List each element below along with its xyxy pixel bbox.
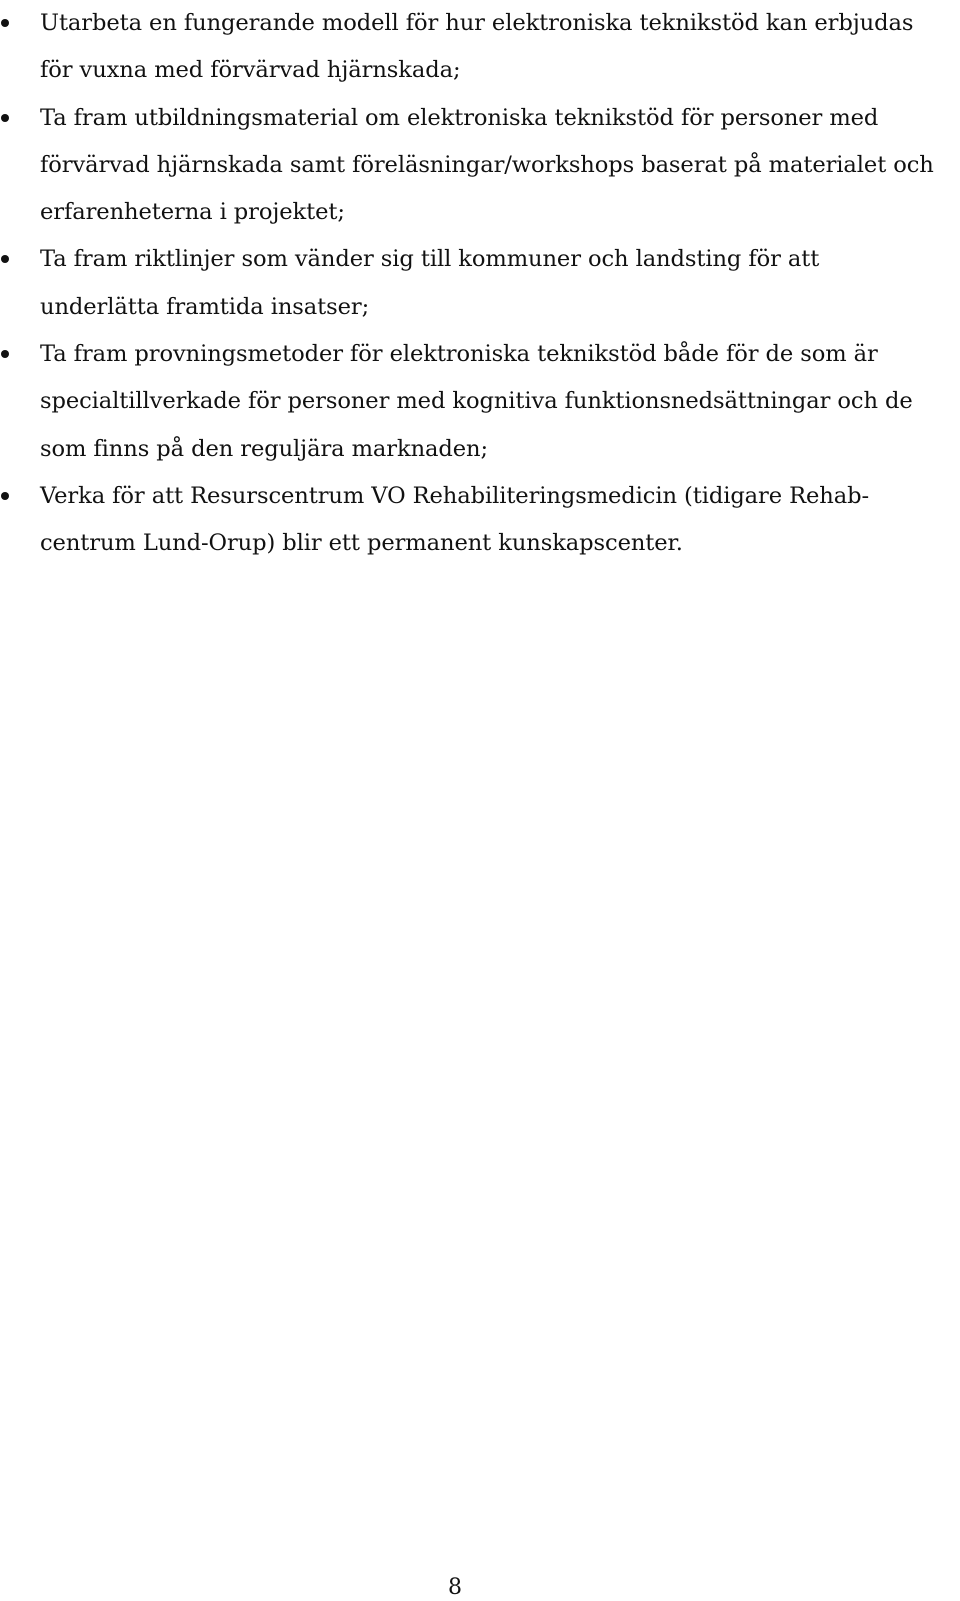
list-item (0, 95, 945, 237)
list-item-text: Ta fram utbildningsmaterial om elektroniska teknikstöd för personer med förvärvad hjärnskada samt föreläsningar/workshops baserat på materialet och erfarenheterna i projektet; (40, 104, 934, 226)
list-item (0, 0, 945, 95)
list-item (0, 473, 945, 568)
bullet-list (0, 0, 945, 568)
bullet-icon (1, 492, 9, 500)
bullet-icon (1, 19, 9, 27)
list-item (0, 331, 945, 473)
bullet-icon (1, 114, 9, 122)
page-number: 8 (448, 1575, 462, 1600)
list-item-text: Ta fram riktlinjer som vänder sig till kommuner och landsting för att underlätta framtida insatser; (40, 246, 820, 320)
list-item-text: Utarbeta en fungerande modell för hur elektroniska teknikstöd kan erbjudas för vuxna med förvärvad hjärnskada; (40, 10, 914, 84)
bullet-icon (1, 255, 9, 263)
bullet-icon (1, 350, 9, 358)
list-item-text: Ta fram provningsmetoder för elektroniska teknikstöd både för de som är specialtillverkade för personer med kognitiva funktionsnedsättningar och de som finns på den reguljära marknaden; (40, 341, 913, 462)
list-item (0, 236, 945, 331)
list-item-text: Verka för att Resurscentrum VO Rehabiliteringsmedicin (tidigare Rehab-centrum Lund-Orup) blir ett permanent kunskapscenter. (40, 482, 870, 557)
